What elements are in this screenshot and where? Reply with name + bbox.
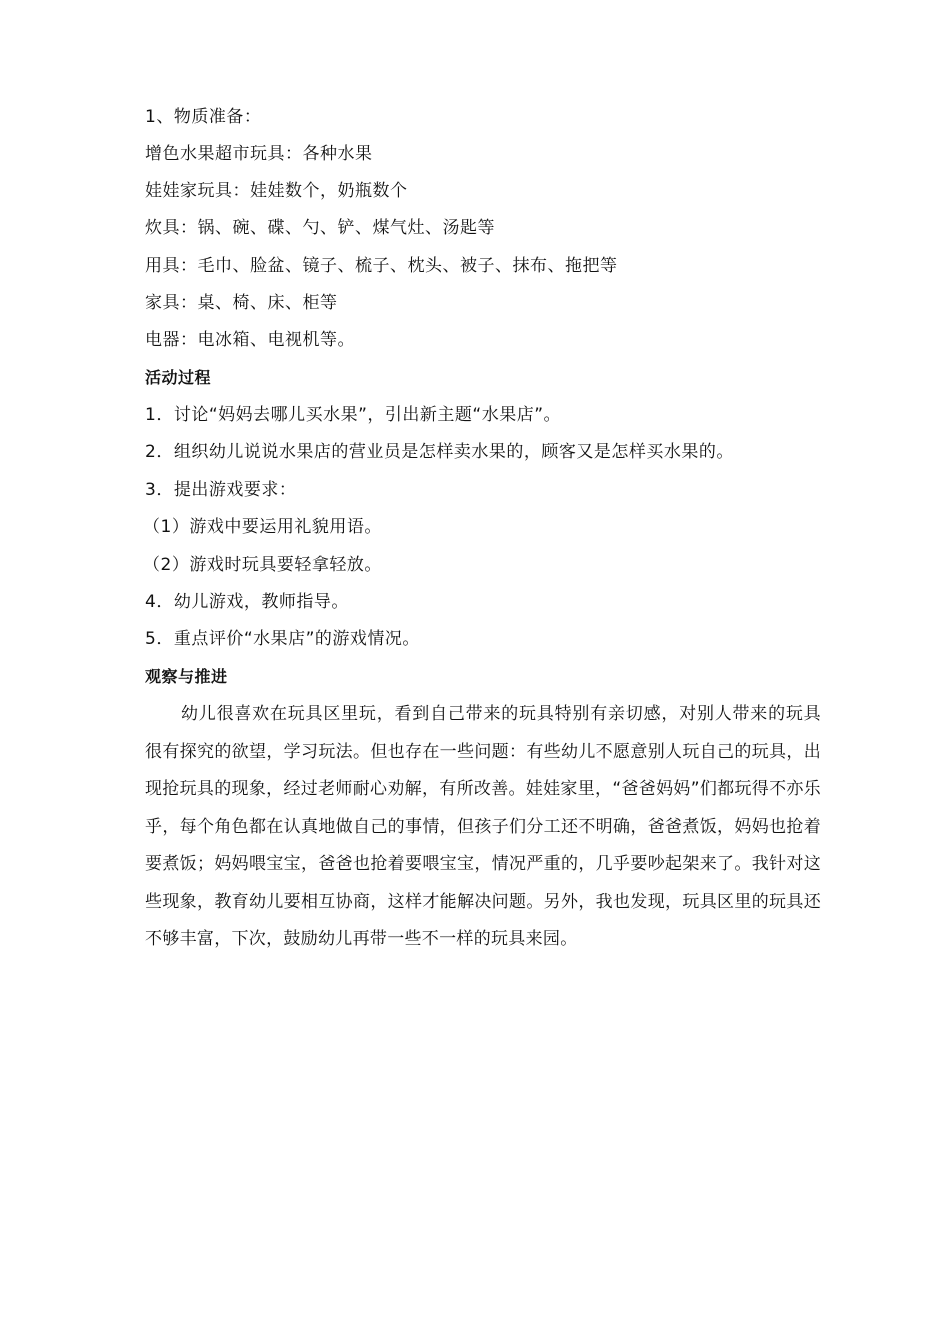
materials-item: 用具：毛巾、脸盆、镜子、梳子、枕头、被子、抹布、拖把等 bbox=[145, 256, 618, 276]
process-step: 5．重点评价“水果店”的游戏情况。 bbox=[145, 629, 420, 649]
process-step: 1．讨论“妈妈去哪儿买水果”，引出新主题“水果店”。 bbox=[145, 405, 562, 425]
materials-item: 增色水果超市玩具：各种水果 bbox=[145, 144, 373, 164]
materials-item: 家具：桌、椅、床、柜等 bbox=[145, 293, 338, 313]
section-heading-process: 活动过程 bbox=[145, 368, 212, 387]
observation-paragraph: 幼儿很喜欢在玩具区里玩，看到自己带来的玩具特别有亲切感，对别人带来的玩具很有探究的欲望，学习玩法。但也存在一些问题：有些幼儿不愿意别人玩自己的玩具，出现抢玩具的现象，经过老师耐心劝解，有所改善。娃娃家里，“爸爸妈妈”们都玩得不亦乐乎，每个角色都在认真地做自己的事情，但孩子们分工还不明确，爸爸煮饭，妈妈也抢着要煮饭；妈妈喂宝宝，爸爸也抢着要喂宝宝，情况严重的，几乎要吵起架来了。我针对这些现象，教育幼儿要相互协商，这样才能解决问题。另外，我也发现，玩具区里的玩具还不够丰富，下次，鼓励幼儿再带一些不一样的玩具来园。 bbox=[145, 704, 821, 949]
process-step: 3．提出游戏要求： bbox=[145, 480, 297, 500]
section-heading-observation: 观察与推进 bbox=[145, 667, 228, 686]
materials-item: 电器：电冰箱、电视机等。 bbox=[145, 330, 355, 350]
process-substep: （1）游戏中要运用礼貌用语。 bbox=[143, 517, 382, 537]
process-step: 4．幼儿游戏，教师指导。 bbox=[145, 592, 349, 612]
process-step: 2．组织幼儿说说水果店的营业员是怎样卖水果的，顾客又是怎样买水果的。 bbox=[145, 442, 734, 462]
materials-item: 娃娃家玩具：娃娃数个，奶瓶数个 bbox=[145, 181, 408, 201]
materials-title: 1、物质准备： bbox=[145, 107, 262, 127]
materials-item: 炊具：锅、碗、碟、勺、铲、煤气灶、汤匙等 bbox=[145, 218, 495, 238]
process-substep: （2）游戏时玩具要轻拿轻放。 bbox=[143, 555, 382, 575]
